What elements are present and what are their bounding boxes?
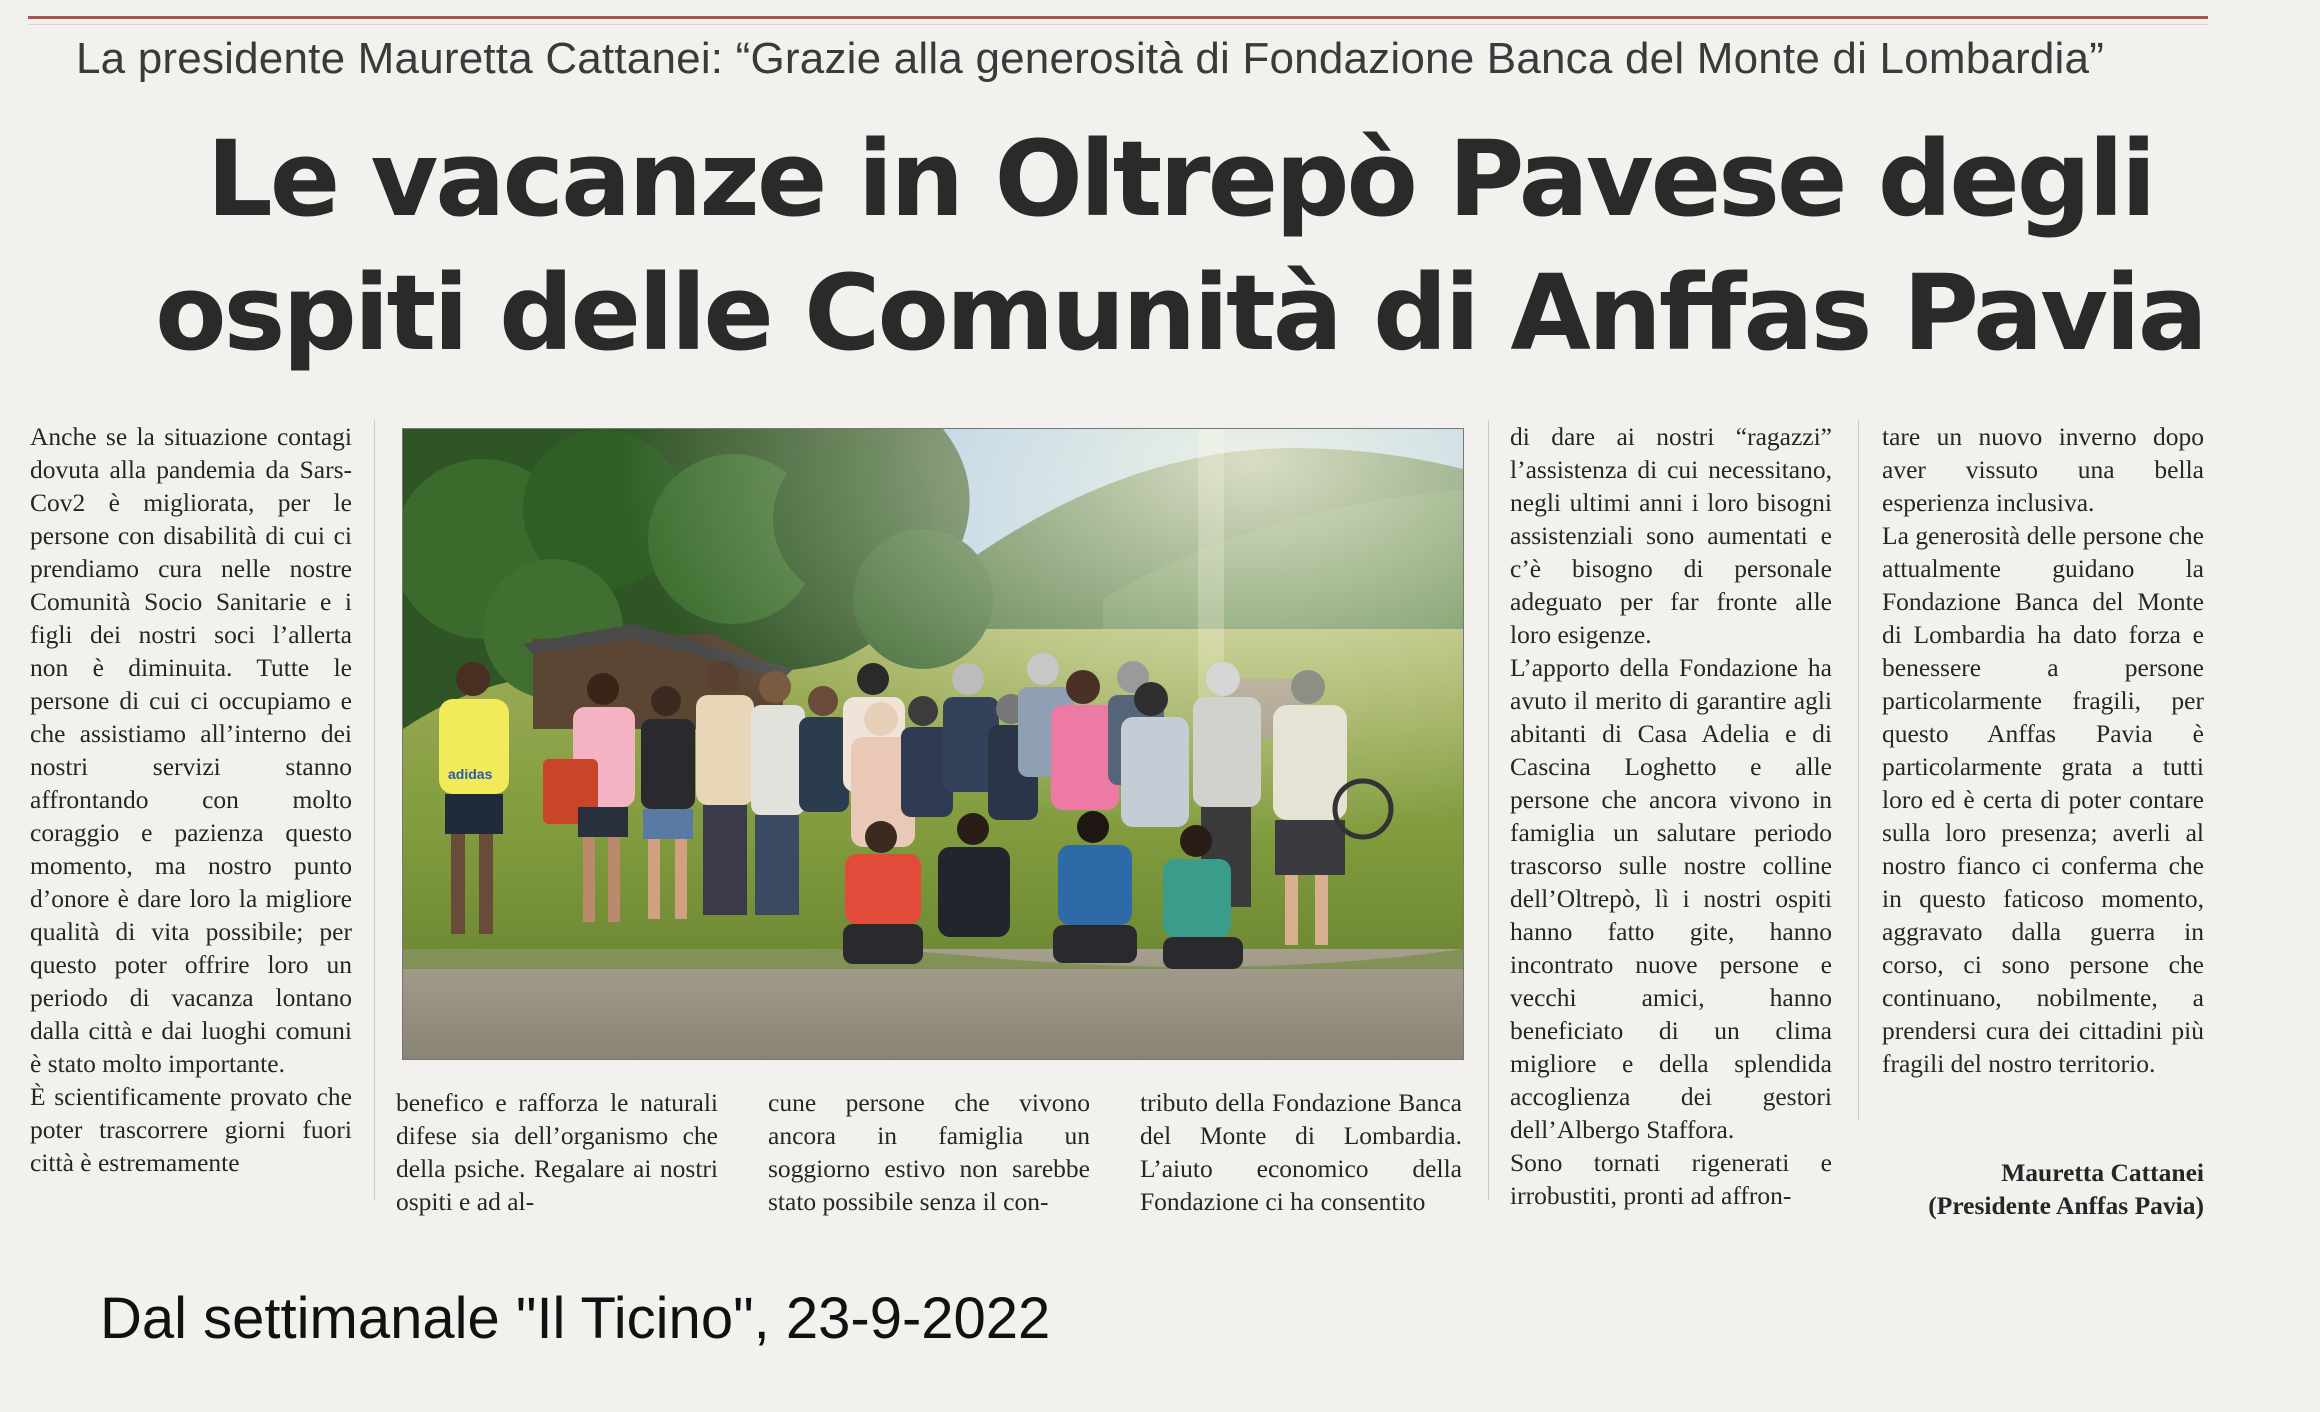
paragraph: di dare ai nostri “ragazzi” l’assistenza di cui necessitano, negli ultimi anni i loro bisogni assistenziali sono aumentati e c’è bisogno di personale adeguato per far fronte alle loro esigenze. <box>1510 422 1832 649</box>
paragraph: La generosità delle persone che attualmente guidano la Fondazione Banca del Monte di Lombardia ha dato forza e benessere a persone particolarmente fragili, per questo Anffas Pavia è particolarmente grata a tutti loro ed è certa di poter contare sulla loro presenza; averli al nostro fianco ci conferma che in questo faticoso momento, aggravato dalla guerra in corso, ci sono persone che continuano, nobilmente, a prendersi cura dei cittadini più fragili del nostro territorio. <box>1882 521 2204 1078</box>
column-divider <box>1858 420 1859 1120</box>
signature-name: Mauretta Cattanei <box>2001 1158 2204 1187</box>
paragraph: tributo della Fondazione Banca del Monte di Lombardia. L’aiuto economico della Fondazione ci ha consentito <box>1140 1088 1462 1216</box>
top-rule <box>28 16 2208 19</box>
headline <box>100 112 2260 380</box>
paragraph: L’apporto della Fondazione ha avuto il merito di garantire agli abitanti di Casa Adelia e di Cascina Loghetto e alle persone che ancora vivono in famiglia un salutare periodo trascorso sulle nostre colline dell’Oltrepò, lì i nostri ospiti hanno fatto gite, hanno incontrato nuove persone e vecchi amici, hanno beneficiato di un clima migliore e della splendida accoglienza dei gestori dell’Albergo Staffora. <box>1510 653 1832 1144</box>
headline-line-1: Le vacanze in Oltrepò Pavese degli <box>206 118 2154 240</box>
headline-line-2: ospiti delle Comunità di Anffas Pavia <box>155 252 2205 374</box>
article-column-4 <box>1140 1086 1462 1218</box>
tshirt-text: adidas <box>448 766 493 782</box>
article-column-3 <box>768 1086 1090 1218</box>
kicker: La presidente Mauretta Cattanei: “Grazie alla generosità di Fondazione Banca del Monte di Lombardia” <box>76 34 2105 83</box>
column-divider <box>1488 420 1489 1200</box>
article-column-6 <box>1882 420 2204 1080</box>
top-rule-shadow <box>28 24 2208 25</box>
source-caption: Dal settimanale "Il Ticino", 23-9-2022 <box>100 1286 1051 1351</box>
paragraph: Sono tornati rigenerati e irrobustiti, pronti ad affron- <box>1510 1148 1832 1210</box>
paragraph: tare un nuovo inverno dopo aver vissuto una bella esperienza inclusiva. <box>1882 422 2204 517</box>
article-column-2 <box>396 1086 718 1218</box>
column-divider <box>374 420 375 1200</box>
paragraph: benefico e rafforza le naturali difese sia dell’organismo che della psiche. Regalare ai nostri ospiti e ad al- <box>396 1088 718 1216</box>
article-column-1 <box>30 420 352 1179</box>
article-column-5 <box>1510 420 1832 1212</box>
signature-role: (Presidente Anffas Pavia) <box>1928 1191 2204 1220</box>
paragraph: Anche se la situazione contagi dovuta alla pandemia da Sars-Cov2 è migliorata, per le persone con disabilità di cui ci prendiamo cura nelle nostre Comunità Socio Sanitarie e i figli dei nostri soci l’allerta non è diminuita. Tutte le persone di cui ci occupiamo e che assistiamo all’interno dei nostri servizi stanno affrontando con molto coraggio e pazienza questo momento, ma nostro punto d’onore è dare loro la migliore qualità di vita possibile; per questo poter offrire loro un periodo di vacanza lontano dalla città e dai luoghi comuni è stato molto importante. <box>30 422 352 1078</box>
paragraph: cune persone che vivono ancora in famiglia un soggiorno estivo non sarebbe stato possibile senza il con- <box>768 1088 1090 1216</box>
signature <box>1860 1156 2204 1222</box>
group-photo-image <box>403 429 1463 1059</box>
group-photo <box>402 428 1464 1060</box>
paragraph: È scientificamente provato che poter trascorrere giorni fuori città è estremamente <box>30 1082 352 1177</box>
